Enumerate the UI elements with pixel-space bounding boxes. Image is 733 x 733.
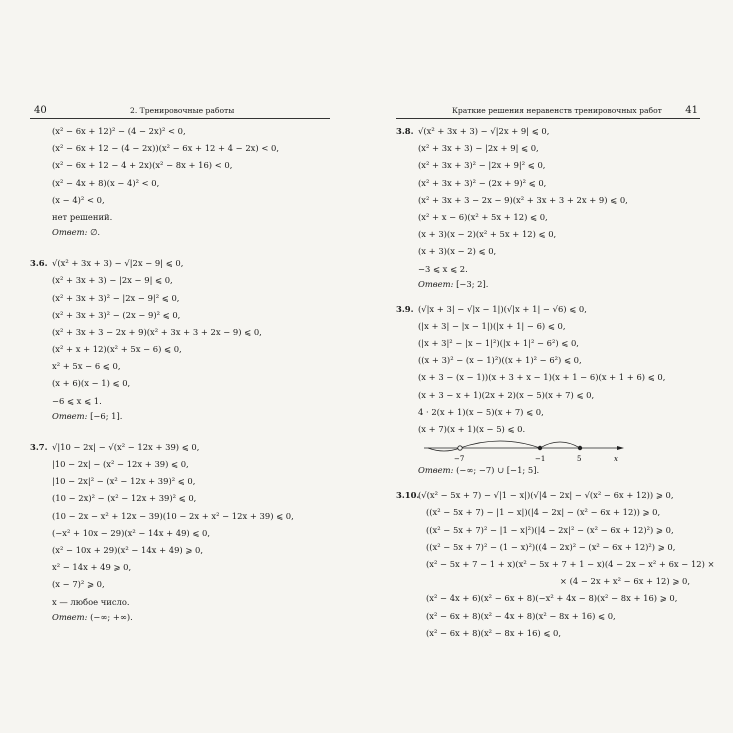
math-line: (x² + 3x + 3)² − |2x + 9|² ⩽ 0, — [418, 160, 546, 171]
math-line: (−x² + 10x − 29)(x² − 14x + 49) ⩽ 0, — [52, 527, 211, 538]
answer-value: (−∞; −7) ∪ [−1; 5]. — [456, 465, 540, 476]
math-line: (x + 3)(x − 2) ⩽ 0, — [418, 246, 497, 257]
math-line: (|x + 3| − |x − 1|)(|x + 1| − 6) ⩽ 0, — [418, 320, 566, 331]
problem-number: 3.7. — [30, 441, 48, 452]
problem-3-8 — [396, 123, 700, 291]
math-line: (x² − 6x + 8)(x² − 4x + 8)(x² − 8x + 16) ⩽ 0, — [426, 610, 616, 621]
number-line-label: 5 — [577, 455, 582, 464]
math-line: ((x² − 5x + 7)² − |1 − x|²)(|4 − 2x|² − (x² − 6x + 12)²) ⩾ 0, — [426, 524, 674, 535]
number-line-diagram — [420, 438, 630, 464]
math-text: (√(x² − 5x + 7) − √|1 − x|)(√|4 − 2x| − √(x² − 6x + 12)) ⩾ 0, — [418, 490, 674, 501]
math-line: (x² − 6x + 12)² − (4 − 2x)² < 0, — [52, 126, 186, 136]
math-line: × (4 − 2x + x² − 6x + 12) ⩾ 0, — [559, 576, 690, 587]
open-point — [458, 446, 462, 450]
answer-line — [30, 226, 330, 239]
answer-label: Ответ: — [52, 611, 88, 622]
math-line: |10 − 2x|² − (x² − 12x + 39)² ⩽ 0, — [52, 476, 196, 487]
answer-value: [−3; 2]. — [456, 278, 489, 289]
math-line: (x² + 3x + 3)² − |2x − 9|² ⩽ 0, — [52, 292, 180, 303]
math-line: ((x² − 5x + 7)² − (1 − x)²)((4 − 2x)² − (x² − 6x + 12)²) ⩾ 0, — [426, 541, 676, 552]
sign-arc — [540, 442, 580, 448]
math-line — [30, 255, 330, 272]
intro-solution — [30, 123, 330, 239]
page-number: 41 — [685, 105, 698, 116]
math-line — [30, 439, 330, 456]
answer-line — [30, 410, 330, 423]
math-line: (x² − 5x + 7 − 1 + x)(x² − 5x + 7 + 1 − x)(4 − 2x − x² + 6x − 12) × — [426, 558, 715, 569]
math-line: 4 · 2(x + 1)(x − 5)(x + 7) ⩽ 0, — [418, 406, 544, 417]
math-line: (x + 6)(x − 1) ⩽ 0, — [52, 378, 131, 389]
math-line: (x² + 3x + 3) − |2x + 9| ⩽ 0, — [418, 143, 539, 154]
math-line: (x² + 3x + 3) − |2x − 9| ⩽ 0, — [52, 275, 173, 286]
answer-label: Ответ: — [418, 278, 454, 289]
problem-number: 3.6. — [30, 258, 48, 269]
math-line: x — любое число. — [52, 596, 130, 607]
problem-number: 3.8. — [396, 126, 414, 136]
math-line: (x² + 3x + 3 − 2x − 9)(x² + 3x + 3 + 2x + 9) ⩽ 0, — [418, 194, 628, 205]
math-line: (x + 7)(x + 1)(x − 5) ⩽ 0. — [418, 424, 526, 434]
math-line — [396, 123, 700, 140]
answer-line — [396, 464, 700, 477]
math-line: (x² − 6x + 12 − 4 + 2x)(x² − 8x + 16) < 0, — [52, 160, 233, 171]
math-line: (x² − 6x + 12 − (4 − 2x))(x² − 6x + 12 + 4 − 2x) < 0, — [52, 143, 280, 154]
problem-number: 3.9. — [396, 303, 414, 314]
math-text: √(x² + 3x + 3) − √|2x + 9| ⩽ 0, — [418, 126, 550, 136]
math-line: (x + 3 − (x − 1))(x + 3 + x − 1)(x + 1 − 6)(x + 1 + 6) ⩽ 0, — [418, 372, 666, 383]
math-text: √(x² + 3x + 3) − √|2x − 9| ⩽ 0, — [52, 258, 184, 269]
math-line: ((x² − 5x + 7) − |1 − x|)(|4 − 2x| − (x² − 6x + 12)) ⩾ 0, — [426, 507, 661, 518]
left-page-header — [30, 104, 330, 119]
math-line: ((x + 3)² − (x − 1)²)((x + 1)² − 6²) ⩽ 0, — [418, 355, 582, 366]
math-line — [396, 301, 700, 318]
problem-3-9 — [396, 301, 700, 478]
problem-number: 3.10. — [396, 490, 420, 501]
math-line: (x² − 4x + 6)(x² − 6x + 8)(−x² + 4x − 8)(x² − 8x + 16) ⩾ 0, — [426, 593, 678, 604]
answer-label: Ответ: — [52, 227, 88, 238]
axis-label: x — [614, 455, 618, 464]
math-line: (x² + 3x + 3)² − (2x + 9)² ⩽ 0, — [418, 177, 547, 188]
math-line: нет решений. — [52, 211, 113, 222]
math-line: −6 ⩽ x ⩽ 1. — [52, 395, 102, 406]
sign-arc — [428, 448, 460, 451]
math-line: x² + 5x − 6 ⩽ 0, — [52, 361, 121, 372]
closed-point — [578, 446, 582, 450]
math-line: (10 − 2x − x² + 12x − 39)(10 − 2x + x² − 12x + 39) ⩽ 0, — [52, 510, 294, 521]
answer-label: Ответ: — [418, 465, 454, 476]
math-line: (x² − 4x + 8)(x − 4)² < 0, — [52, 177, 160, 188]
answer-label: Ответ: — [52, 410, 88, 421]
math-text: (√|x + 3| − √|x − 1|)(√|x + 1| − √6) ⩽ 0, — [418, 303, 587, 314]
math-line: x² − 14x + 49 ⩾ 0, — [52, 562, 132, 573]
number-line-label: −7 — [454, 455, 465, 464]
math-line: −3 ⩽ x ⩽ 2. — [418, 263, 468, 274]
math-line: (x + 3)(x − 2)(x² + 5x + 12) ⩽ 0, — [418, 229, 557, 240]
answer-value: (−∞; +∞). — [90, 611, 133, 622]
problem-3-6 — [30, 255, 330, 423]
math-line: (|x + 3|² − |x − 1|²)(|x + 1|² − 6²) ⩽ 0, — [418, 338, 579, 349]
math-line: (x² + x − 6)(x² + 5x + 12) ⩽ 0, — [418, 211, 548, 222]
answer-line — [30, 611, 330, 624]
number-line-label: −1 — [535, 455, 546, 464]
arrow-icon — [617, 446, 624, 450]
right-page — [396, 104, 715, 638]
answer-line — [396, 278, 700, 291]
math-line: (x + 3 − x + 1)(2x + 2)(x − 5)(x + 7) ⩽ 0, — [418, 389, 595, 400]
math-line: (x² + 3x + 3 − 2x + 9)(x² + 3x + 3 + 2x − 9) ⩽ 0, — [52, 326, 262, 337]
problem-3-7 — [30, 439, 330, 624]
left-page — [30, 104, 330, 624]
math-line: (x² + 3x + 3)² − (2x − 9)² ⩽ 0, — [52, 309, 181, 320]
math-text: √|10 − 2x| − √(x² − 12x + 39) ⩽ 0, — [52, 441, 200, 452]
answer-value: ∅. — [90, 227, 101, 238]
math-line: (10 − 2x)² − (x² − 12x + 39)² ⩽ 0, — [52, 493, 197, 504]
closed-point — [538, 446, 542, 450]
math-line: (x − 7)² ⩾ 0, — [52, 579, 105, 590]
problem-3-10 — [396, 487, 715, 642]
answer-value: [−6; 1]. — [90, 410, 123, 421]
sign-arc — [460, 441, 540, 448]
right-page-header — [396, 104, 700, 119]
math-line: (x² − 10x + 29)(x² − 14x + 49) ⩾ 0, — [52, 544, 204, 555]
math-line: (x² + x + 12)(x² + 5x − 6) ⩽ 0, — [52, 344, 182, 355]
math-line — [396, 487, 700, 504]
page-number: 40 — [34, 105, 47, 116]
running-title: Краткие решения неравенств тренировочных работ — [452, 106, 662, 115]
running-title: 2. Тренировочные работы — [130, 106, 235, 115]
math-line: (x − 4)² < 0, — [52, 194, 105, 205]
math-line: |10 − 2x| − (x² − 12x + 39) ⩽ 0, — [52, 459, 189, 469]
math-line: (x² − 6x + 8)(x² − 8x + 16) ⩽ 0, — [426, 627, 562, 638]
